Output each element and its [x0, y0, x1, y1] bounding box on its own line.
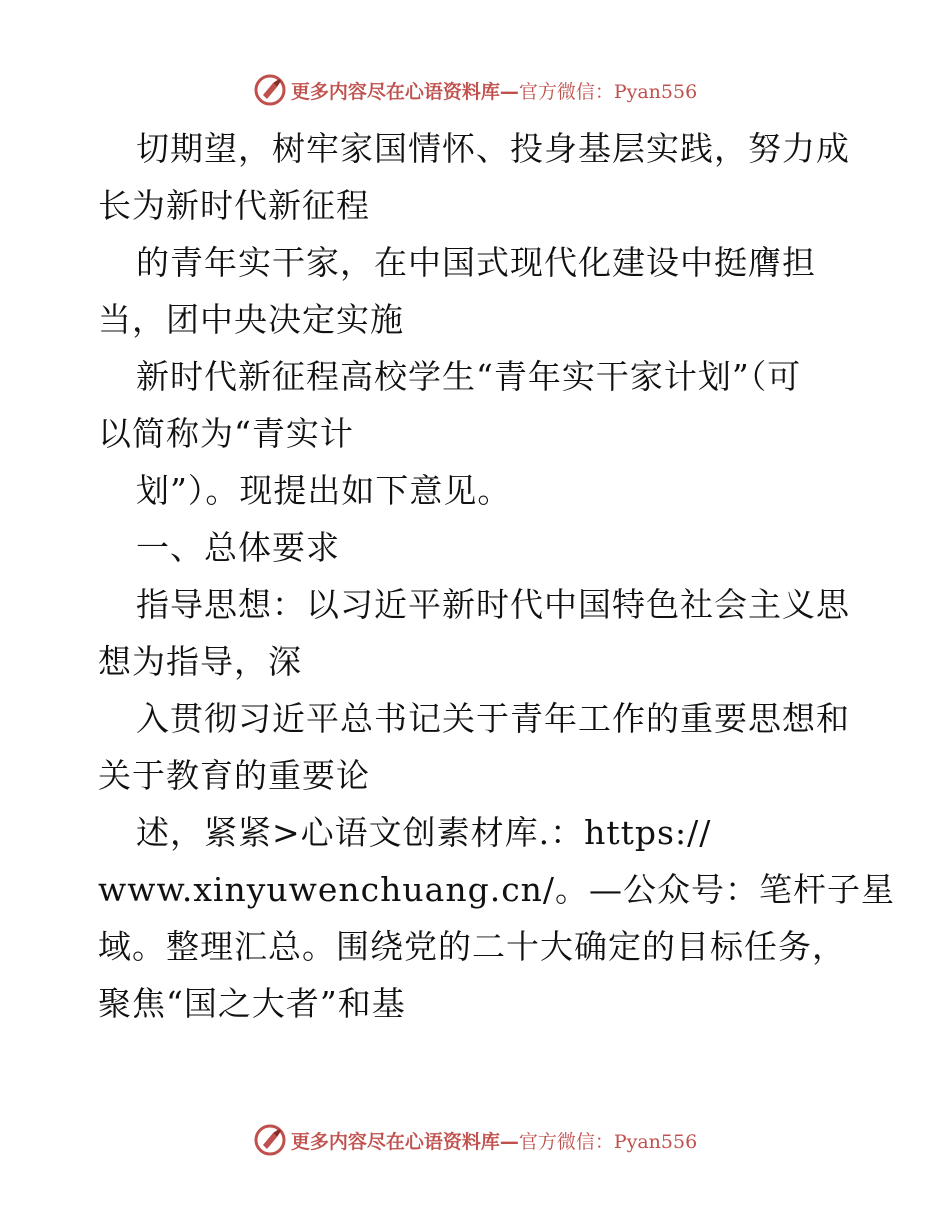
banner-text: 更多内容尽在心语资料库—官方微信：Pyan556 [290, 1130, 698, 1153]
text-line: 关于教育的重要论 [98, 756, 370, 795]
text-line: www.xinyuwenchuang.cn/。—公众号：笔杆子星 [98, 870, 896, 909]
text-line: 的青年实干家，在中国式现代化建设中挺膺担 [136, 243, 816, 282]
text-line: 新时代新征程高校学生“青年实干家计划”（可 [136, 357, 802, 396]
banner-text: 更多内容尽在心语资料库—官方微信：Pyan556 [290, 80, 698, 103]
brand-logo-icon [253, 73, 287, 107]
text-line: 指导思想：以习近平新时代中国特色社会主义思 [136, 585, 850, 624]
text-line: 长为新时代新征程 [98, 186, 370, 225]
text-line: 域。整理汇总。围绕党的二十大确定的目标任务， [98, 927, 846, 966]
document-body [98, 120, 896, 1032]
text-line: 切期望，树牢家国情怀、投身基层实践，努力成 [136, 129, 850, 168]
text-line: 聚焦“国之大者”和基 [98, 984, 406, 1023]
text-line: 述，紧紧>心语文创素材库.：https:// [136, 813, 712, 852]
text-line: 一、总体要求 [136, 528, 340, 567]
footer-banner [0, 1120, 950, 1160]
text-line: 以简称为“青实计 [98, 414, 354, 453]
text-line: 想为指导，深 [98, 642, 302, 681]
brand-logo-icon [253, 1123, 287, 1157]
text-line: 入贯彻习近平总书记关于青年工作的重要思想和 [136, 699, 850, 738]
text-line: 划”）。现提出如下意见。 [136, 471, 512, 510]
text-line: 当，团中央决定实施 [98, 300, 404, 339]
header-banner [0, 70, 950, 110]
